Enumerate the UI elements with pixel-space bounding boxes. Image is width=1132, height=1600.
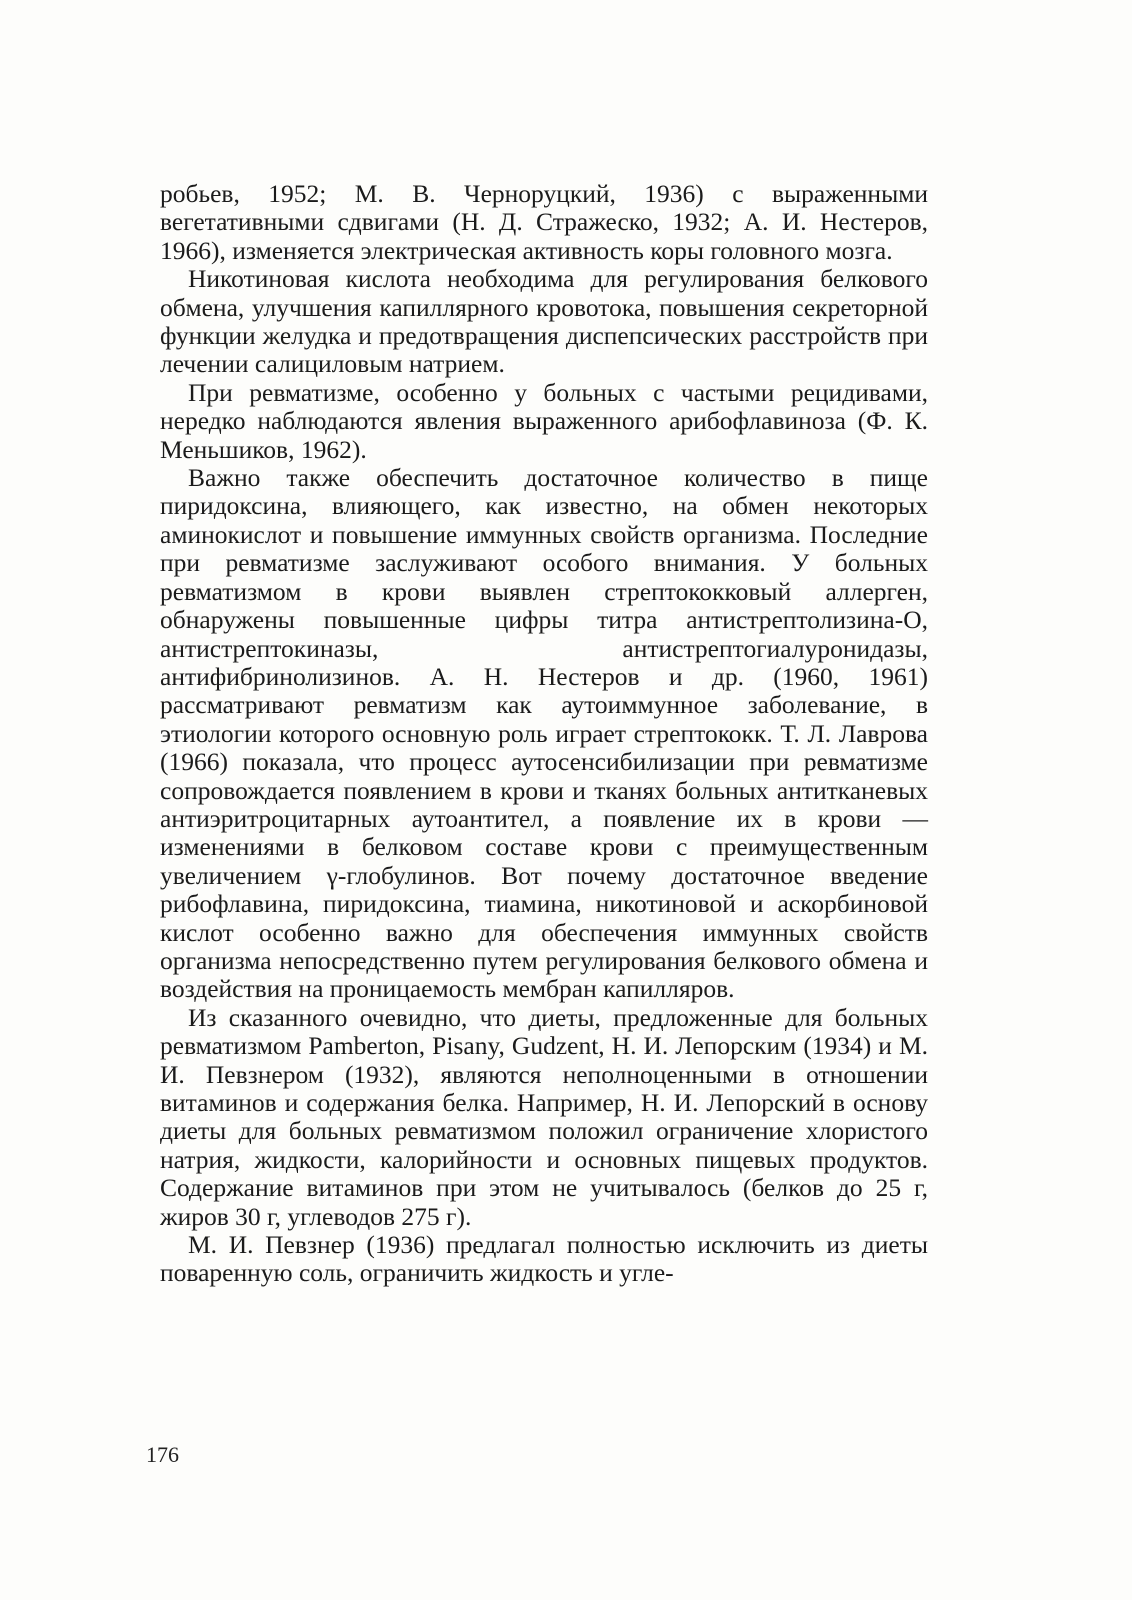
paragraph-2: Никотиновая кислота необходима для регулирования белкового обмена, улучшения капиллярного кровотока, повышения секреторной функции желудка и предотвращения диспепсических расстройств при лечении салициловым натрием. [160,264,928,379]
page-number: 176 [146,1442,179,1467]
paragraph-6: М. И. Певзнер (1936) предлагал полностью исключить из диеты поваренную соль, ограничить жидкость и угле- [160,1230,928,1288]
paragraph-5: Из сказанного очевидно, что диеты, предложенные для больных ревматизмом Pamberton, Pisany, Gudzent, Н. И. Лепорским (1934) и М. И. Певзнером (1932), являются неполноценными в отношении витаминов и содержания белка. Например, Н. И. Лепорский в основу диеты для больных ревматизмом положил ограничение хлористого натрия, жидкости, калорийности и основных пищевых продуктов. Содержание витаминов при этом не учитывалось (белков до 25 г, жиров 30 г, углеводов 275 г). [160,1002,928,1231]
paragraph-3: При ревматизме, особенно у больных с частыми рецидивами, нередко наблюдаются явления выраженного арибофлавиноза (Ф. К. Меньшиков, 1962). [160,377,928,464]
body-text [160,180,928,1288]
paragraph-4: Важно также обеспечить достаточное количество в пище пиридоксина, влияющего, как известно, на обмен некоторых аминокислот и повышение иммунных свойств организма. Последние при ревматизме заслуживают особого внимания. У больных ревматизмом в крови выявлен стрептококковый аллерген, обнаружены повышенные цифры титра антистрептолизина-О, антистрептокиназы, антистрептогиалуронидазы, антифибринолизинов. А. Н. Нестеров и др. (1960, 1961) рассматривают ревматизм как аутоиммунное заболевание, в этиологии которого основную роль играет стрептококк. Т. Л. Лаврова (1966) показала, что процесс аутосенсибилизации при ревматизме сопровождается появлением в крови и тканях больных антитканевых антиэритроцитарных аутоантител, а появление их в крови — изменениями в белковом составе крови с преимущественным увеличением γ-глобулинов. Вот почему достаточное введение рибофлавина, пиридоксина, тиамина, никотиновой и аскорбиновой кислот особенно важно для обеспечения иммунных свойств организма непосредственно путем регулирования белкового обмена и воздействия на проницаемость мембран капилляров. [160,463,928,1004]
paragraph-1: робьев, 1952; М. В. Черноруцкий, 1936) с выраженными вегетативными сдвигами (Н. Д. Стражеско, 1932; А. И. Нестеров, 1966), изменяется электрическая активность коры головного мозга. [160,179,928,265]
